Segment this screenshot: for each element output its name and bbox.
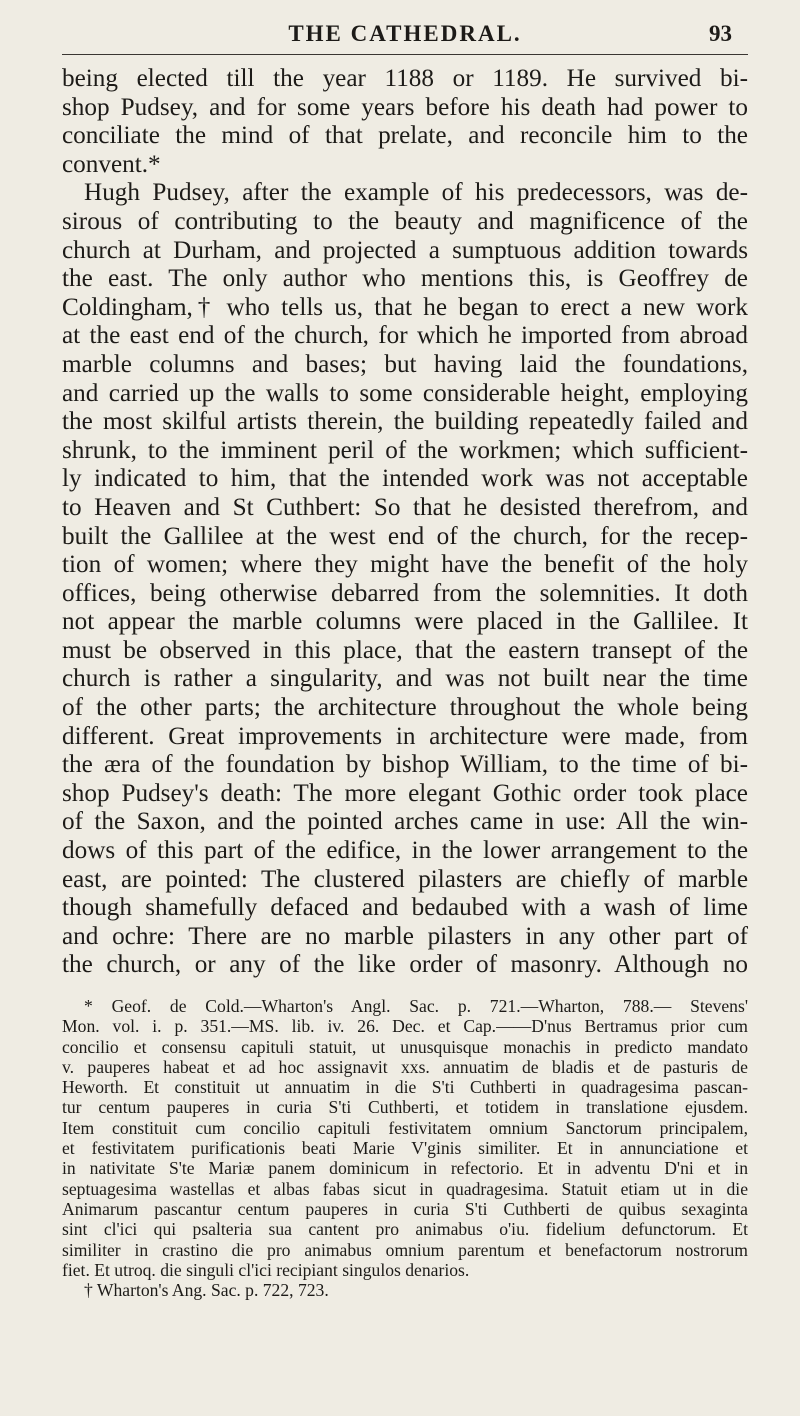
text-line: church is rather a singularity, and was not built near the time [62, 665, 748, 693]
text-line: shop Pudsey's death: The more elegant Gothic order took place [62, 779, 748, 807]
page-number: 93 [709, 21, 732, 46]
text-line: offices, being otherwise debarred from the solemnities. It doth [62, 579, 748, 607]
text-line: shop Pudsey, and for some years before his death had power to [62, 93, 748, 121]
footnote-line: Mon. vol. i. p. 351.—MS. lib. iv. 26. Dec. et Cap.——D'nus Bertramus prior cum [62, 1016, 748, 1037]
text-line: of the Saxon, and the pointed arches came in use: All the win- [62, 808, 748, 836]
text-line: to Heaven and St Cuthbert: So that he desisted therefrom, and [62, 493, 748, 521]
text-line: at the east end of the church, for which he imported from abroad [62, 322, 748, 350]
text-line: Coldingham,† who tells us, that he began to erect a new work [62, 293, 748, 321]
text-line: the church, or any of the like order of masonry. Although no [62, 951, 748, 979]
text-line: ly indicated to him, that the intended work was not acceptable [62, 465, 748, 493]
text-line: dows of this part of the edifice, in the lower arrangement to the [62, 837, 748, 865]
text-line: the most skilful artists therein, the building repeatedly failed and [62, 408, 748, 436]
text-line: of the other parts; the architecture throughout the whole being [62, 694, 748, 722]
text-line: must be observed in this place, that the eastern transept of the [62, 636, 748, 664]
header-rule [62, 54, 748, 55]
footnote-line: Heworth. Et constituit ut annuatim in die S'ti Cuthberti in quadragesima pascan- [62, 1077, 748, 1098]
footnote-line: v. pauperes habeat et ad hoc assignavit xxs. annuatim de bladis et de pasturis de [62, 1056, 748, 1077]
text-line: church at Durham, and projected a sumptuous addition towards [62, 236, 748, 264]
text-line: the east. The only author who mentions this, is Geoffrey de [62, 265, 748, 293]
text-line: shrunk, to the imminent peril of the workmen; which sufficient- [62, 436, 748, 464]
text-line: tion of women; where they might have the benefit of the holy [62, 551, 748, 579]
text-line: different. Great improvements in architecture were made, from [62, 722, 748, 750]
text-line: sirous of contributing to the beauty and magnificence of the [62, 207, 748, 235]
footnote-line: concilio et consensu capituli statuit, ut unusquisque monachis in predicto mandato [62, 1036, 748, 1057]
footnote-line: tur centum pauperes in curia S'ti Cuthberti, et totidem in translatione ejusdem. [62, 1097, 748, 1118]
text-line: and ochre: There are no marble pilasters in any other part of [62, 922, 748, 950]
running-title: THE CATHEDRAL. [288, 21, 522, 46]
text-line: the æra of the foundation by bishop William, to the time of bi- [62, 751, 748, 779]
footnote-line: et festivitatem purificationis beati Marie V'ginis similiter. Et in annunciatione et [62, 1138, 748, 1159]
text-line: being elected till the year 1188 or 1189. He survived bi- [62, 65, 748, 92]
footnote-line: † Wharton's Ang. Sac. p. 722, 723. [84, 1280, 329, 1301]
text-line: built the Gallilee at the west end of the church, for the recep- [62, 522, 748, 550]
footnote-line: septuagesima wastellas et albas fabas sicut in quadragesima. Statuit etiam ut in die [62, 1178, 748, 1199]
text-line: not appear the marble columns were placed in the Gallilee. It [62, 608, 748, 636]
main-text [62, 65, 748, 980]
footnote-line: Item constituit cum concilio capituli festivitatem omnium Sanctorum principalem, [62, 1117, 748, 1138]
footnote-line: * Geof. de Cold.—Wharton's Angl. Sac. p. 721.—Wharton, 788.— Stevens' [84, 996, 748, 1016]
text-line: Hugh Pudsey, after the example of his predecessors, was de- [84, 179, 748, 207]
text-line: and carried up the walls to some considerable height, employing [62, 379, 748, 407]
footnote-line: in nativitate S'te Mariæ panem dominicum in refectorio. Et in adventu D'ni et in [62, 1158, 748, 1179]
text-line: east, are pointed: The clustered pilasters are chiefly of marble [62, 865, 748, 893]
footnotes [62, 996, 748, 1300]
footnote-line: Animarum pascantur centum pauperes in curia S'ti Cuthberti de quibus sexaginta [62, 1198, 748, 1219]
text-line: convent.* [62, 150, 161, 178]
footnote-line: sint cl'ici qui psalteria sua cantent pro animabus o'iu. fidelium defunctorum. Et [62, 1219, 748, 1240]
text-line: conciliate the mind of that prelate, and reconcile him to the [62, 122, 748, 150]
page-header [62, 14, 748, 54]
text-line: though shamefully defaced and bedaubed with a wash of lime [62, 894, 748, 922]
footnote-line: similiter in crastino die pro animabus omnium parentum et benefactorum nostrorum [62, 1239, 748, 1260]
footnote-line: fiet. Et utroq. die singuli cl'ici recipiant singulos denarios. [62, 1259, 470, 1280]
text-line: marble columns and bases; but having laid the foundations, [62, 350, 748, 378]
